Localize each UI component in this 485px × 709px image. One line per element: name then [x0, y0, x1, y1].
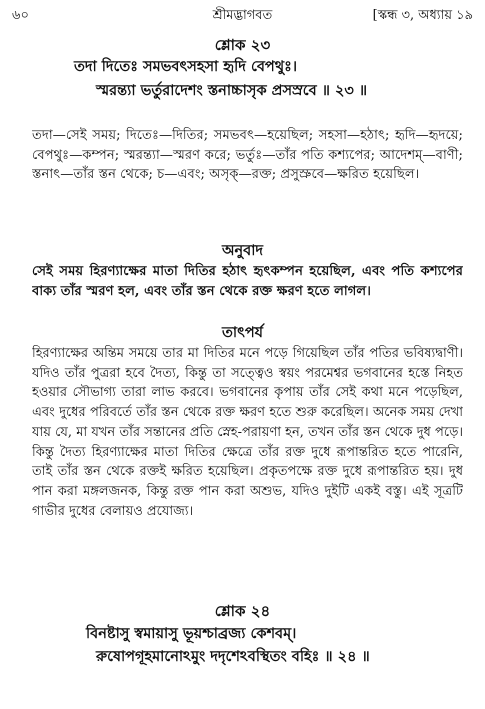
verse-23-line-1: তদা দিতেঃ সমভবৎসহসা হৃদি বেপথুঃ। — [74, 58, 298, 75]
page-header — [12, 6, 473, 26]
verse-23-line-2: স্মরন্ত্যা ভর্তুরাদেশং স্তনাচ্চাসৃক প্রসস্রবে ॥ ২৩ ॥ — [96, 82, 368, 99]
verse-23-translation: সেই সময় হিরণ্যাক্ষের মাতা দিতির হঠাৎ হৃৎকম্পন হয়েছিল, এবং পতি কশ্যপের বাক্য তাঁর স্মরণ হল, এবং তাঁর স্তন থেকে রক্ত ক্ষরণ হতে লাগল। — [32, 264, 463, 299]
purport-title: তাৎপর্য — [221, 324, 264, 341]
book-title: শ্রীমদ্ভাগবত — [212, 8, 273, 23]
translation-title: অনুবাদ — [221, 242, 264, 259]
page-number: ৬০ — [12, 8, 29, 23]
verse-24-line-2: রুষোপগূহমানোঽমুং দদৃশেঽবস্থিতং বহিঃ ॥ ২৪ ॥ — [96, 648, 370, 665]
verse-23-purport: হিরণ্যাক্ষের অন্তিম সময়ে তার মা দিতির মনে পড়ে গিয়েছিল তাঁর পতির ভবিষ্যদ্বাণী। যদিও তাঁর পুত্ররা হবে দৈত্য, কিন্তু তা সত্ত্বেও স্বয়ং পরমেশ্বর ভগবানের হস্তে নিহত হওয়ার সৌভাগ্য তারা লাভ করবে। ভগবানের কৃপায় তাঁর সেই কথা মনে পড়েছিল, এবং দুধের পরিবর্তে তাঁর স্তন থেকে রক্ত ক্ষরণ হতে শুরু করেছিল। অনেক সময় দেখা যায় যে, মা যখন তাঁর সন্তানের প্রতি স্নেহ-পরায়ণা হন, তখন তাঁর স্তন থেকে দুধ পড়ে। কিন্তু দৈত্য হিরণ্যাক্ষের মাতা দিতির ক্ষেত্রে তাঁর রক্ত দুধে রূপান্তরিত হতে পারেনি, তাই তাঁর স্তন থেকে রক্তই ক্ষরিত হয়েছিল। প্রকৃতপক্ষে রক্ত দুধে রূপান্তরিত হয়। দুধ পান করা মঙ্গলজনক, কিন্তু রক্ত পান করা অশুভ, যদিও দুইটি একই বস্তু। এই সূত্রটি গাভীর দুধের বেলায়ও প্রযোজ্য। — [32, 346, 463, 519]
verse-24-heading: শ্লোক ২৪ — [214, 602, 271, 620]
verse-24-line-1: বিনষ্টাসু স্বমায়াসু ভূয়শ্চাব্রজ্য কেশবম্। — [86, 625, 297, 642]
chapter-reference: [স্কন্ধ ৩, অধ্যায় ১৯ — [372, 8, 473, 23]
verse-23-heading: শ্লোক ২৩ — [214, 36, 271, 54]
verse-23-synonyms: তদা—সেই সময়; দিতেঃ—দিতির; সমভবৎ—হয়েছিল; সহসা—হঠাৎ; হৃদি—হৃদয়ে; বেপথুঃ—কম্পন; স্মরন্ত্যা—স্মরণ করে; ভর্তুঃ—তাঁর পতি কশ্যপের; আদেশম্—বাণী; স্তনাৎ—তাঁর স্তন থেকে; চ—এবং; অসৃক্—রক্ত; প্রসুস্রুবে—ক্ষরিত হয়েছিল। — [32, 128, 463, 182]
